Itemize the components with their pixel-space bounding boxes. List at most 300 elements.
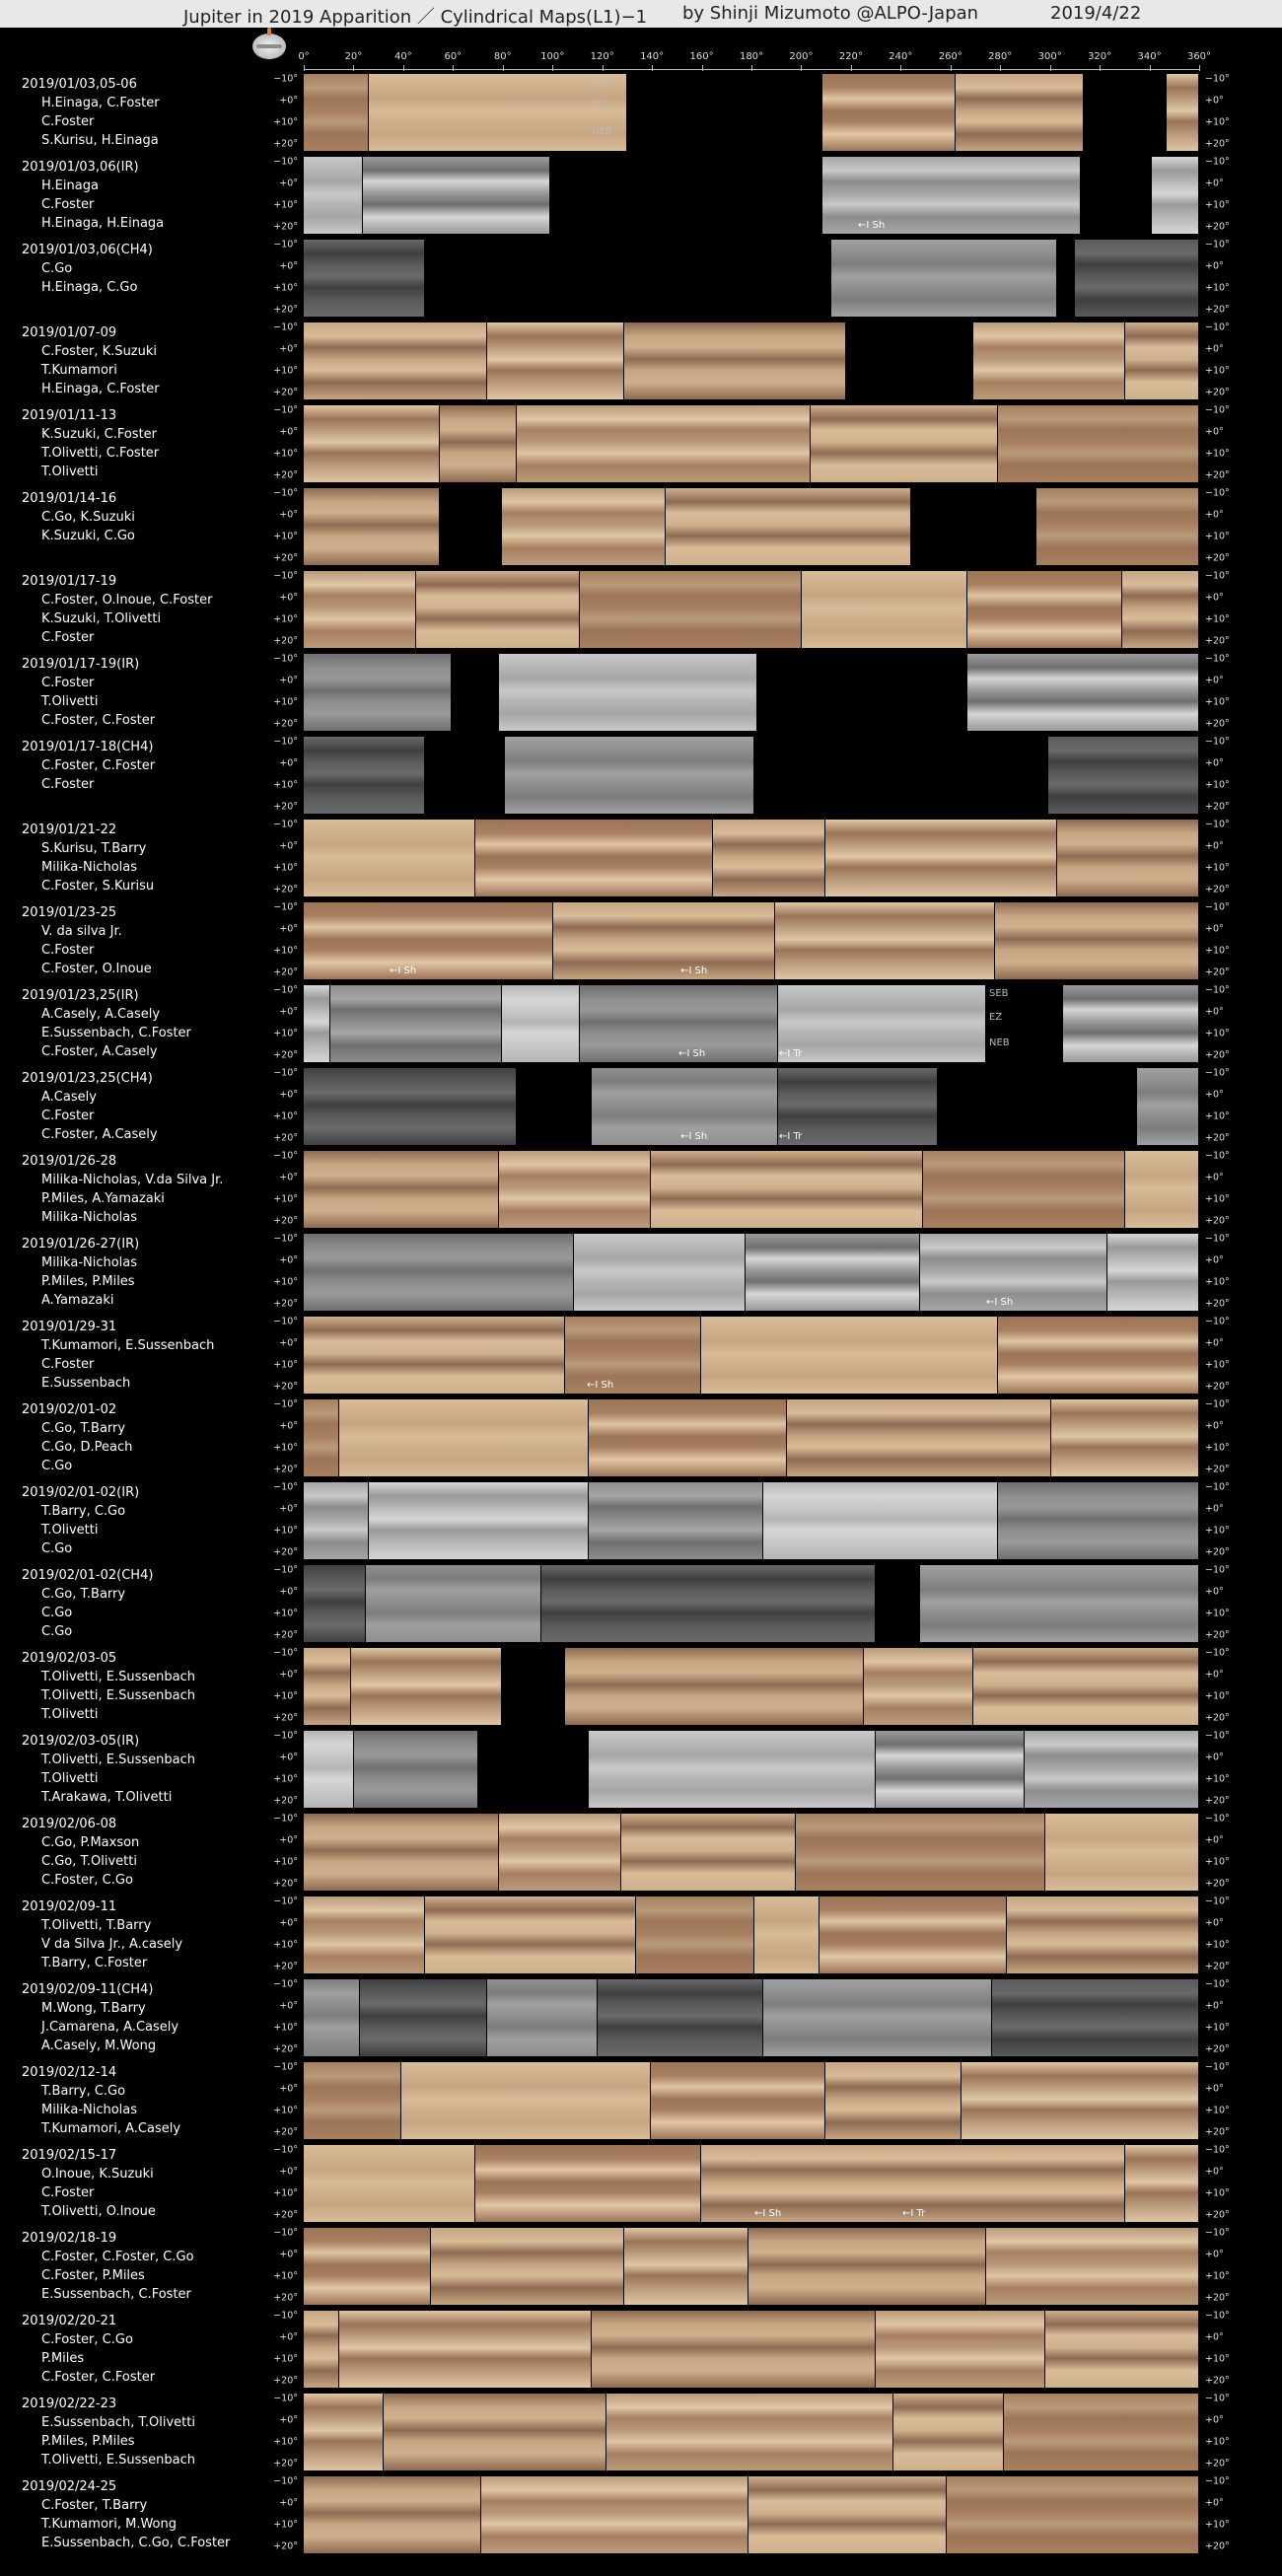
cylindrical-map-strip [304, 322, 1199, 399]
latitude-tick-label: +10° [1205, 448, 1230, 460]
observer-line: C.Foster, S.Kurisu [41, 879, 155, 894]
latitude-tick-label: +20° [273, 2540, 298, 2552]
map-image-segment [589, 1399, 786, 1476]
latitude-scale-left [254, 1976, 298, 2059]
latitude-tick-label: +0° [279, 757, 298, 769]
latitude-tick-label: +20° [273, 718, 298, 730]
latitude-scale-right [1205, 2059, 1248, 2142]
latitude-scale-left [254, 154, 298, 237]
latitude-tick-label: −10° [273, 2061, 298, 2073]
latitude-tick-label: +0° [279, 2166, 298, 2178]
map-image-segment [1025, 1731, 1198, 1808]
latitude-scale-left [254, 237, 298, 320]
latitude-tick-label: +20° [1205, 552, 1230, 564]
cylindrical-map-strip [304, 74, 1199, 151]
latitude-tick-label: +0° [279, 2497, 298, 2509]
band-label: EZ [592, 101, 605, 111]
observer-line: Milika-Nicholas [41, 2103, 138, 2117]
band-label: SEB [592, 77, 611, 88]
latitude-tick-label: +0° [279, 1337, 298, 1349]
map-image-segment [574, 1234, 745, 1311]
latitude-tick-label: −10° [273, 322, 298, 333]
latitude-tick-label: +20° [273, 1132, 298, 1144]
row-date: 2019/01/17-19(IR) [22, 657, 140, 672]
latitude-tick-label: −10° [273, 2144, 298, 2156]
map-row [0, 2473, 1282, 2556]
cylindrical-map-strip [304, 1565, 1199, 1642]
map-image-segment [304, 654, 451, 731]
map-image-segment [998, 1317, 1198, 1394]
latitude-tick-label: +10° [1205, 613, 1230, 625]
row-date: 2019/02/01-02(IR) [22, 1485, 140, 1500]
map-image-segment [502, 488, 664, 565]
observer-line: K.Suzuki, T.Olivetti [41, 611, 162, 626]
row-date: 2019/01/11-13 [22, 408, 117, 423]
map-image-segment [1051, 1399, 1198, 1476]
latitude-tick-label: −10° [1205, 2061, 1230, 2073]
map-image-segment [363, 157, 548, 234]
observer-line: C.Go [41, 1541, 73, 1556]
map-image-segment [304, 1482, 368, 1559]
row-date: 2019/01/23-25 [22, 905, 117, 920]
map-image-segment [541, 1565, 876, 1642]
latitude-tick-label: −10° [273, 1067, 298, 1079]
latitude-tick-label: +20° [273, 2043, 298, 2055]
cylindrical-map-strip [304, 2145, 1199, 2222]
page-title: Jupiter in 2019 Apparition ／ Cylindrical Maps(L1)−1 [183, 7, 648, 28]
map-image-segment [876, 2311, 1043, 2388]
map-row [0, 71, 1282, 154]
row-label [22, 1152, 223, 1227]
latitude-tick-label: +0° [1205, 923, 1224, 935]
observer-line: C.Foster, A.Casely [41, 1127, 158, 1142]
latitude-scale-left [254, 568, 298, 651]
latitude-tick-label: +10° [1205, 1525, 1230, 1537]
latitude-tick-label: +0° [279, 509, 298, 521]
row-date: 2019/02/18-19 [22, 2231, 117, 2246]
latitude-scale-right [1205, 1562, 1248, 1645]
latitude-tick-label: +20° [273, 2209, 298, 2221]
map-image-segment [1057, 820, 1198, 896]
annotation-label: ←I Sh [680, 966, 708, 976]
map-row [0, 651, 1282, 734]
map-image-segment [330, 985, 501, 1062]
map-image-segment [606, 2394, 893, 2470]
latitude-tick-label: +20° [1205, 2540, 1230, 2552]
map-image-segment [621, 1814, 795, 1891]
map-image-segment [1125, 322, 1198, 399]
observer-line: V. da silva Jr. [41, 924, 122, 939]
map-row [0, 1562, 1282, 1645]
row-date: 2019/01/26-28 [22, 1154, 117, 1169]
observer-line: P.Miles [41, 2351, 85, 2366]
map-image-segment [822, 74, 955, 151]
observer-line: C.Foster, C.Go [41, 1873, 133, 1888]
latitude-tick-label: +0° [279, 840, 298, 852]
map-row [0, 2391, 1282, 2473]
cylindrical-map-strip [304, 1151, 1199, 1228]
latitude-scale-right [1205, 2473, 1248, 2556]
latitude-tick-label: +0° [1205, 426, 1224, 438]
longitude-tick-label: 360° [1186, 51, 1212, 62]
row-date: 2019/02/03-05(IR) [22, 1734, 140, 1749]
longitude-tick-label: 0° [298, 51, 310, 62]
latitude-tick-label: +20° [1205, 1961, 1230, 1972]
latitude-tick-label: −10° [273, 819, 298, 830]
latitude-tick-label: +0° [1205, 2000, 1224, 2012]
observer-line: C.Foster [41, 777, 95, 792]
observer-line: E.Sussenbach, C.Foster [41, 1026, 191, 1040]
map-image-segment [475, 2145, 700, 2222]
observer-line: C.Go [41, 1606, 73, 1620]
longitude-tick-label: 100° [540, 51, 565, 62]
latitude-tick-label: +20° [273, 1629, 298, 1641]
cylindrical-map-strip [304, 2228, 1199, 2305]
observer-line: E.Sussenbach, C.Foster [41, 2287, 191, 2302]
latitude-tick-label: +10° [273, 2187, 298, 2199]
latitude-tick-label: +10° [1205, 1773, 1230, 1785]
row-label [22, 1732, 195, 1807]
annotation-label: ←I Sh [587, 1380, 614, 1391]
longitude-tick-label: 20° [344, 51, 363, 62]
longitude-tick-label: 120° [590, 51, 614, 62]
row-label [22, 1980, 178, 2055]
latitude-tick-label: +20° [273, 801, 298, 813]
latitude-tick-label: +10° [1205, 2022, 1230, 2034]
observer-line: P.Miles, P.Miles [41, 2434, 135, 2449]
latitude-tick-label: +10° [273, 1110, 298, 1122]
latitude-tick-label: −10° [273, 653, 298, 665]
map-image-segment [967, 654, 1198, 731]
latitude-tick-label: +10° [1205, 2353, 1230, 2365]
latitude-tick-label: +20° [1205, 884, 1230, 895]
latitude-tick-label: +10° [273, 1359, 298, 1371]
row-date: 2019/02/22-23 [22, 2397, 117, 2411]
latitude-tick-label: −10° [1205, 2393, 1230, 2404]
cylindrical-map-strip [304, 2394, 1199, 2470]
cylindrical-map-strip [304, 2476, 1199, 2553]
latitude-tick-label: +10° [1205, 2436, 1230, 2448]
latitude-scale-right [1205, 1728, 1248, 1811]
longitude-tick-label: 160° [689, 51, 714, 62]
row-label [22, 986, 191, 1061]
latitude-scale-right [1205, 2142, 1248, 2225]
map-image-segment [763, 1482, 997, 1559]
observer-line: S.Kurisu, T.Barry [41, 841, 147, 856]
map-image-segment [304, 1151, 498, 1228]
latitude-tick-label: +0° [279, 343, 298, 355]
map-image-segment [920, 1565, 1198, 1642]
map-image-segment [440, 405, 516, 482]
latitude-tick-label: −10° [1205, 984, 1230, 996]
row-label [22, 903, 152, 978]
map-row [0, 1148, 1282, 1231]
row-date: 2019/02/09-11 [22, 1899, 117, 1914]
map-image-segment [304, 405, 439, 482]
map-image-segment [304, 2228, 430, 2305]
map-image-segment [401, 2062, 650, 2139]
latitude-tick-label: +0° [279, 426, 298, 438]
latitude-tick-label: +10° [1205, 282, 1230, 294]
cylindrical-map-strip [304, 737, 1199, 814]
row-label [22, 2229, 194, 2304]
observer-line: E.Sussenbach, C.Go, C.Foster [41, 2536, 231, 2550]
longitude-tick-label: 40° [394, 51, 412, 62]
observer-line: C.Foster [41, 2185, 95, 2200]
latitude-tick-label: +0° [1205, 1586, 1224, 1598]
latitude-scale-left [254, 1645, 298, 1728]
latitude-tick-label: +10° [273, 1608, 298, 1619]
map-image-segment [819, 1896, 1005, 1973]
longitude-tick-label: 280° [988, 51, 1013, 62]
observer-line: S.Kurisu, H.Einaga [41, 133, 159, 148]
observer-line: C.Go, K.Suzuki [41, 510, 135, 525]
map-row [0, 1976, 1282, 2059]
latitude-tick-label: −10° [1205, 322, 1230, 333]
map-image-segment [481, 2476, 748, 2553]
observer-line: C.Go [41, 261, 73, 276]
cylindrical-map-strip [304, 2311, 1199, 2388]
latitude-tick-label: −10° [1205, 901, 1230, 913]
observer-line: T.Olivetti [41, 1771, 99, 1786]
map-image-segment [998, 1482, 1198, 1559]
observer-line: Milika-Nicholas [41, 1255, 138, 1270]
map-image-segment [339, 2311, 591, 2388]
latitude-scale-right [1205, 1645, 1248, 1728]
observer-line: C.Foster [41, 943, 95, 958]
latitude-tick-label: −10° [273, 1978, 298, 1990]
latitude-tick-label: +10° [273, 365, 298, 377]
map-image-segment [304, 1896, 424, 1973]
observer-line: C.Foster, A.Casely [41, 1044, 158, 1059]
latitude-tick-label: −10° [273, 570, 298, 582]
row-label [22, 1897, 182, 1972]
observer-line: C.Foster [41, 630, 95, 645]
latitude-tick-label: +0° [279, 1669, 298, 1681]
row-label [22, 572, 212, 647]
annotation-label: ←I Sh [858, 220, 886, 231]
row-label [22, 1235, 139, 1310]
latitude-tick-label: −10° [273, 901, 298, 913]
map-image-segment [499, 654, 756, 731]
observer-line: C.Foster, C.Foster [41, 713, 156, 728]
latitude-tick-label: −10° [1205, 1730, 1230, 1742]
map-image-segment [517, 405, 810, 482]
latitude-tick-label: +20° [273, 138, 298, 150]
latitude-scale-right [1205, 1479, 1248, 1562]
map-image-segment [1125, 1151, 1198, 1228]
longitude-tick-label: 300° [1037, 51, 1062, 62]
latitude-tick-label: +0° [279, 2331, 298, 2343]
map-image-segment [304, 2145, 474, 2222]
latitude-tick-label: −10° [1205, 819, 1230, 830]
latitude-tick-label: +20° [273, 1381, 298, 1393]
latitude-tick-label: +0° [279, 2083, 298, 2095]
latitude-scale-right [1205, 1065, 1248, 1148]
annotation-label: ←I Sh [678, 1048, 706, 1059]
latitude-tick-label: +10° [1205, 1442, 1230, 1454]
row-label [22, 1483, 139, 1558]
latitude-tick-label: +20° [1205, 1464, 1230, 1475]
latitude-tick-label: +0° [1205, 2414, 1224, 2426]
latitude-tick-label: +0° [1205, 675, 1224, 686]
row-date: 2019/01/23,25(CH4) [22, 1071, 153, 1086]
map-row [0, 817, 1282, 899]
cylindrical-map-strip [304, 985, 1199, 1062]
observer-line: C.Foster, P.Miles [41, 2268, 145, 2283]
latitude-tick-label: −10° [1205, 1067, 1230, 1079]
longitude-tick-label: 140° [640, 51, 665, 62]
latitude-tick-label: +0° [1205, 2331, 1224, 2343]
observer-line: C.Foster, C.Foster, C.Go [41, 2250, 194, 2264]
cylindrical-map-strip [304, 157, 1199, 234]
observer-line: C.Go, T.Barry [41, 1421, 126, 1436]
map-image-segment [499, 1151, 649, 1228]
latitude-tick-label: −10° [1205, 1150, 1230, 1162]
latitude-tick-label: +0° [1205, 1834, 1224, 1846]
map-image-segment [565, 1648, 864, 1725]
observer-line: C.Go [41, 1624, 73, 1639]
latitude-tick-label: +0° [279, 2000, 298, 2012]
latitude-scale-left [254, 1148, 298, 1231]
latitude-scale-right [1205, 651, 1248, 734]
annotation-label: ←I Sh [390, 966, 417, 976]
observer-line: T.Olivetti [41, 1707, 99, 1722]
band-label: NEB [989, 1038, 1010, 1048]
longitude-scale [0, 28, 1282, 71]
map-row [0, 2142, 1282, 2225]
row-label [22, 489, 135, 545]
map-image-segment [304, 2062, 400, 2139]
map-image-segment [624, 322, 845, 399]
latitude-tick-label: +10° [1205, 1939, 1230, 1951]
observer-line: C.Foster [41, 114, 95, 129]
latitude-tick-label: +20° [1205, 138, 1230, 150]
latitude-tick-label: +20° [1205, 2126, 1230, 2138]
latitude-scale-left [254, 485, 298, 568]
latitude-tick-label: −10° [1205, 2310, 1230, 2322]
latitude-tick-label: +20° [1205, 469, 1230, 481]
latitude-tick-label: −10° [273, 2310, 298, 2322]
map-image-segment [304, 240, 424, 317]
row-label [22, 241, 153, 297]
map-image-segment [998, 405, 1198, 482]
latitude-tick-label: +10° [273, 1525, 298, 1537]
map-row [0, 402, 1282, 485]
latitude-tick-label: +0° [279, 592, 298, 604]
latitude-scale-left [254, 1811, 298, 1894]
latitude-tick-label: +0° [279, 1089, 298, 1101]
map-image-segment [962, 2062, 1198, 2139]
map-image-segment [304, 985, 329, 1062]
latitude-tick-label: +10° [273, 1690, 298, 1702]
latitude-tick-label: +0° [1205, 2166, 1224, 2178]
row-label [22, 2477, 230, 2552]
latitude-tick-label: −10° [273, 1896, 298, 1907]
map-image-segment [923, 1151, 1123, 1228]
map-image-segment [304, 2476, 480, 2553]
map-image-segment [893, 2394, 1002, 2470]
latitude-tick-label: +10° [273, 1193, 298, 1205]
map-image-segment [304, 157, 362, 234]
observer-line: P.Miles, A.Yamazaki [41, 1191, 165, 1206]
map-image-segment [369, 74, 626, 151]
latitude-scale-left [254, 1314, 298, 1396]
observer-line: T.Kumamori, A.Casely [41, 2121, 181, 2136]
latitude-tick-label: +10° [273, 282, 298, 294]
cylindrical-map-strip [304, 1731, 1199, 1808]
map-image-segment [475, 820, 712, 896]
latitude-tick-label: −10° [1205, 1813, 1230, 1825]
map-image-segment [995, 902, 1198, 979]
latitude-tick-label: +0° [1205, 1420, 1224, 1432]
observer-line: C.Go, D.Peach [41, 1440, 133, 1455]
latitude-tick-label: −10° [273, 404, 298, 416]
latitude-tick-label: +10° [273, 2105, 298, 2116]
map-image-segment [589, 1731, 876, 1808]
latitude-tick-label: −10° [1205, 487, 1230, 499]
map-row [0, 2225, 1282, 2308]
latitude-tick-label: +20° [1205, 1878, 1230, 1890]
observer-line: A.Yamazaki [41, 1293, 114, 1308]
row-label [22, 323, 160, 398]
latitude-tick-label: −10° [1205, 1564, 1230, 1576]
latitude-tick-label: −10° [1205, 1481, 1230, 1493]
observer-line: C.Go, P.Maxson [41, 1835, 140, 1850]
latitude-tick-label: +10° [1205, 1193, 1230, 1205]
latitude-tick-label: +0° [1205, 1503, 1224, 1515]
observer-line: C.Foster [41, 197, 95, 212]
latitude-tick-label: +10° [1205, 1608, 1230, 1619]
observer-line: T.Arakawa, T.Olivetti [41, 1790, 173, 1805]
latitude-tick-label: +0° [1205, 1006, 1224, 1018]
latitude-tick-label: +10° [1205, 116, 1230, 128]
latitude-tick-label: −10° [1205, 2144, 1230, 2156]
latitude-scale-right [1205, 154, 1248, 237]
map-image-segment [1167, 74, 1198, 151]
cylindrical-map-strip [304, 1399, 1199, 1476]
map-image-segment [754, 1896, 819, 1973]
latitude-tick-label: +20° [1205, 2458, 1230, 2469]
map-image-segment [304, 1565, 365, 1642]
observer-line: T.Olivetti, E.Sussenbach [41, 1753, 195, 1767]
map-image-segment [499, 1814, 619, 1891]
map-image-segment [304, 737, 424, 814]
row-label [22, 406, 159, 481]
latitude-tick-label: +10° [273, 2519, 298, 2531]
map-image-segment [369, 1482, 587, 1559]
latitude-tick-label: +10° [1205, 2187, 1230, 2199]
longitude-tick-label: 220° [838, 51, 863, 62]
map-image-segment [580, 571, 801, 648]
observer-line: H.Einaga, C.Go [41, 280, 138, 295]
map-image-segment [1125, 2145, 1198, 2222]
observer-line: C.Foster, C.Go [41, 2332, 133, 2347]
latitude-scale-right [1205, 1148, 1248, 1231]
latitude-scale-right [1205, 1314, 1248, 1396]
row-label [22, 2312, 155, 2387]
latitude-tick-label: +10° [273, 2436, 298, 2448]
latitude-tick-label: +10° [1205, 696, 1230, 708]
latitude-tick-label: +10° [273, 199, 298, 211]
map-image-segment [351, 1648, 501, 1725]
map-image-segment [1137, 1068, 1198, 1145]
map-row [0, 2308, 1282, 2391]
latitude-tick-label: +20° [273, 304, 298, 316]
latitude-tick-label: +0° [1205, 343, 1224, 355]
map-image-segment [763, 1979, 991, 2056]
latitude-tick-label: +10° [1205, 1856, 1230, 1868]
